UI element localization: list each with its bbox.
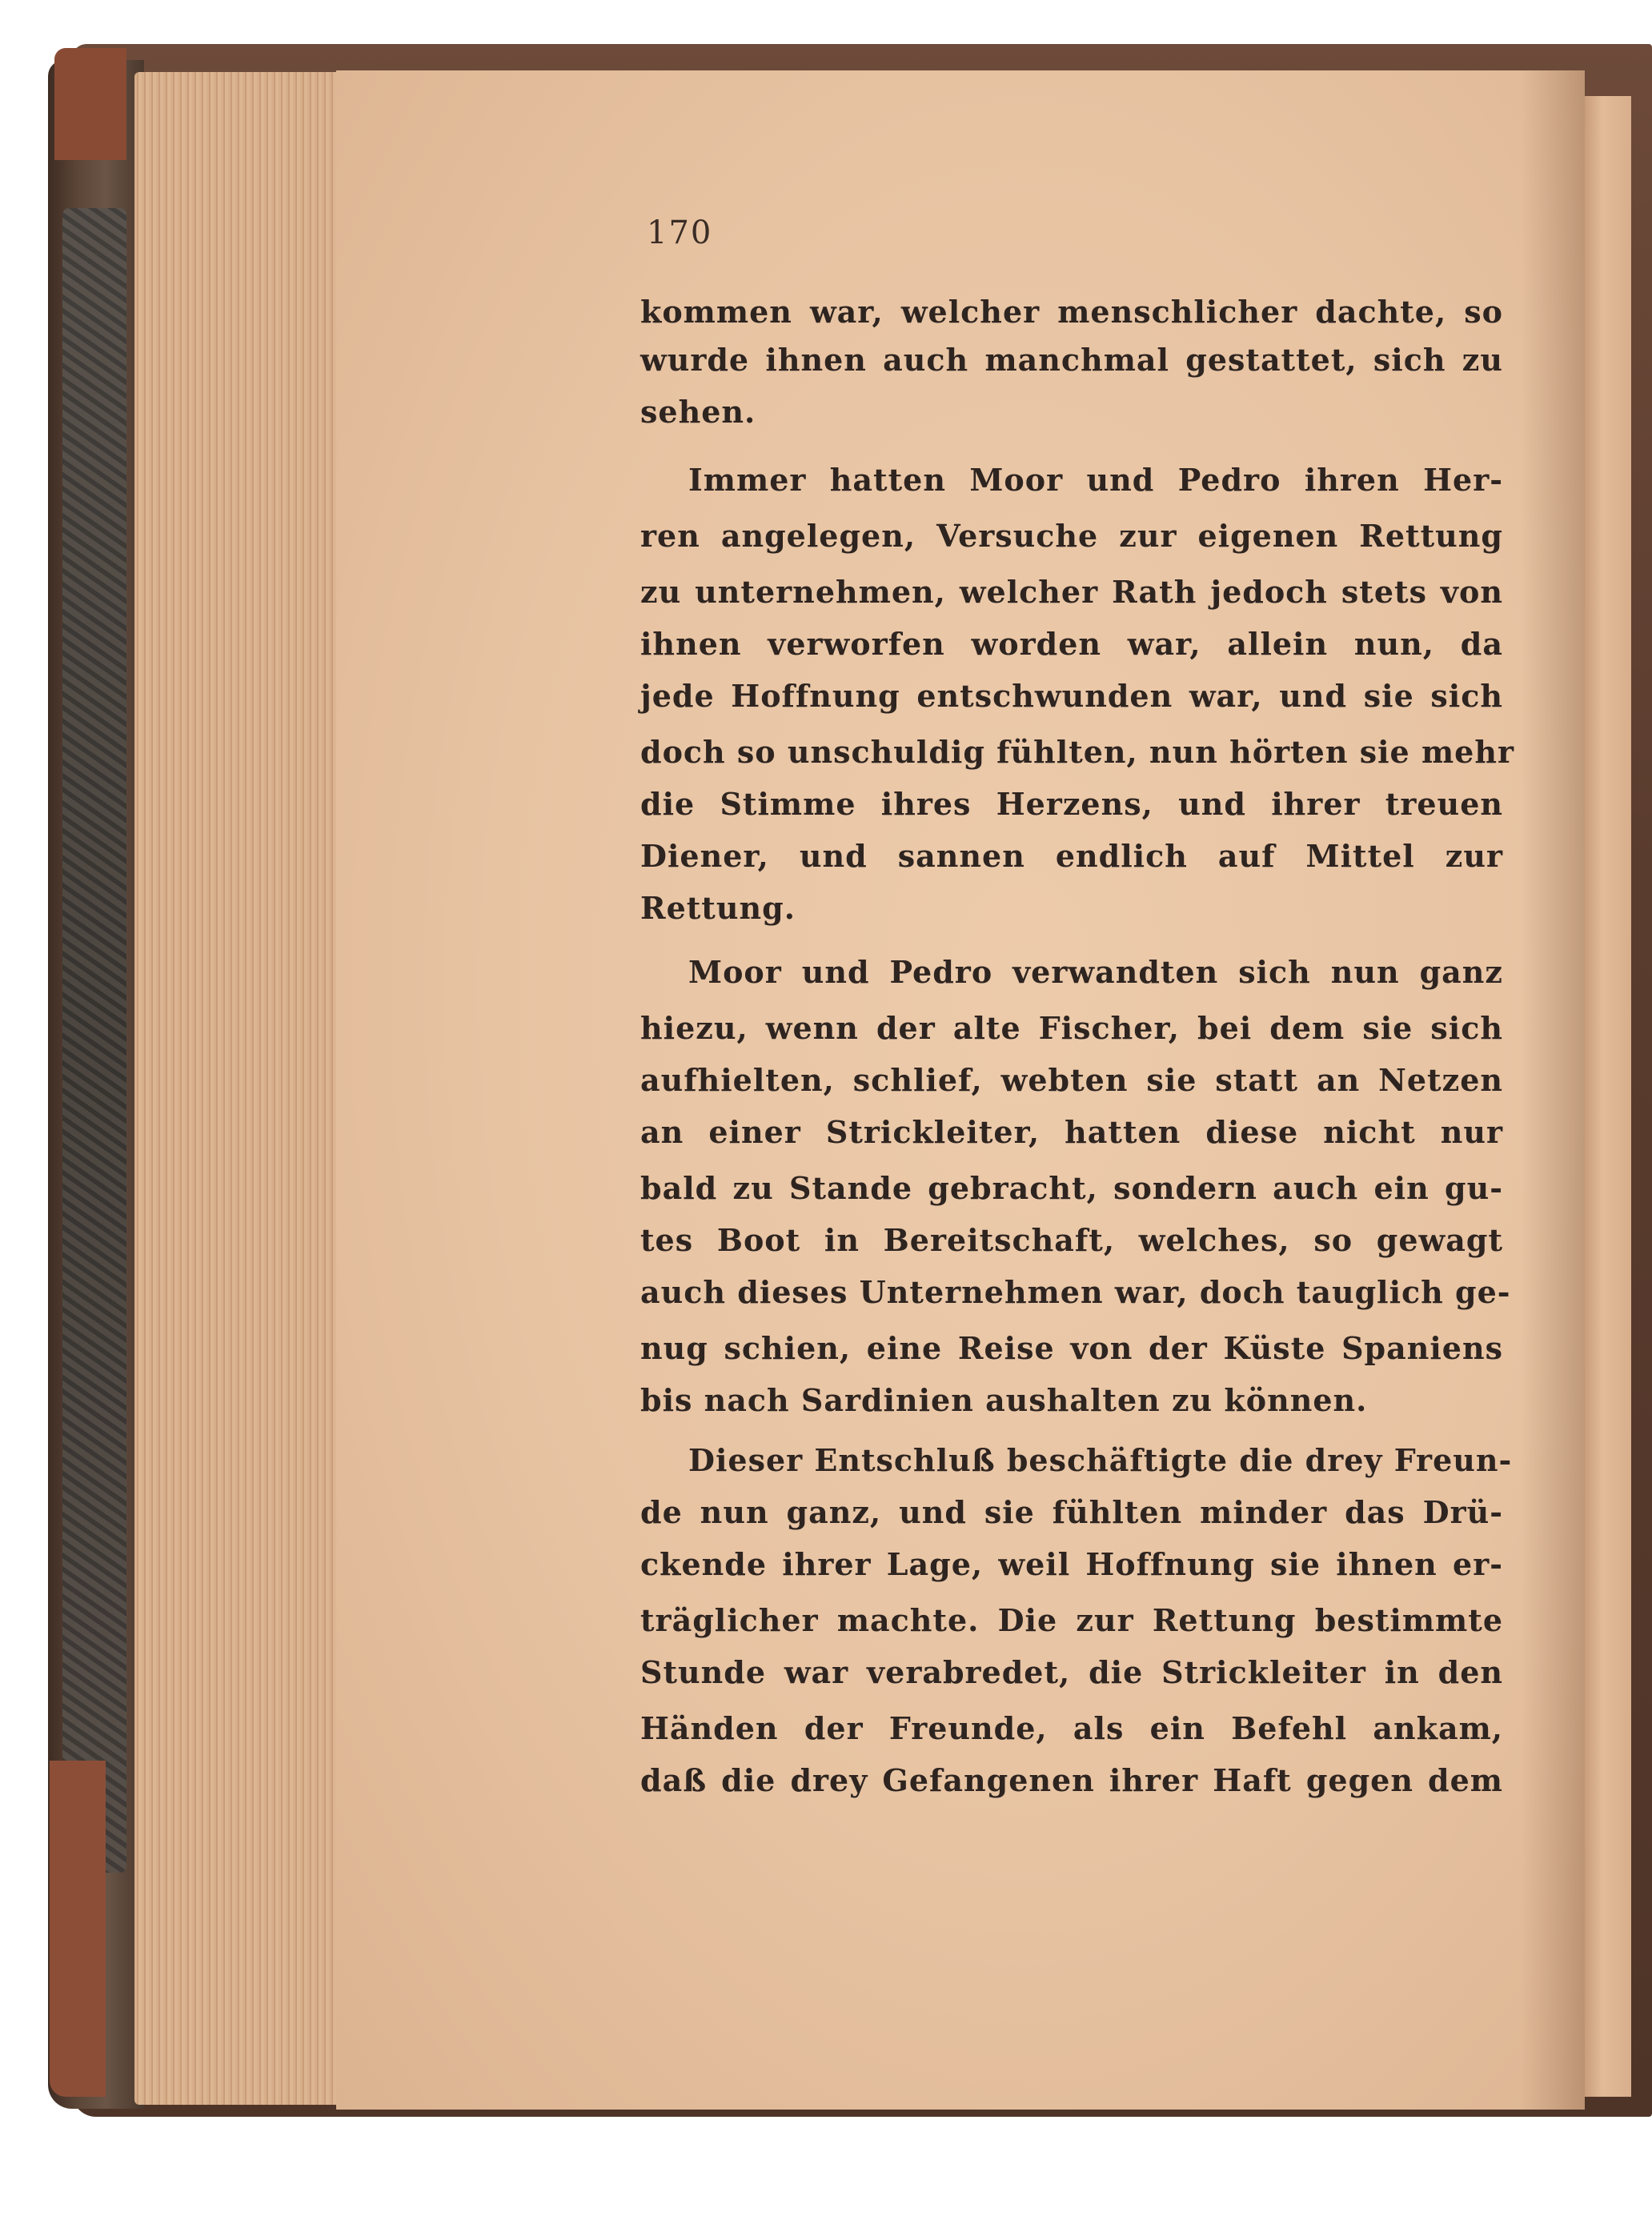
text-line: nug schien, eine Reise von der Küste Spaniens [640, 1330, 1503, 1366]
text-line: Dieser Entschluß beschäftigte die drey Freun- [688, 1442, 1513, 1478]
text-line: sehen. [640, 394, 756, 430]
text-line: tes Boot in Bereitschaft, welches, so gewagt [640, 1222, 1503, 1258]
text-line: die Stimme ihres Herzens, und ihrer treuen [640, 786, 1503, 822]
text-line: ren angelegen, Versuche zur eigenen Rettung [640, 518, 1503, 554]
leather-corner-bottom [50, 1761, 106, 2097]
text-line: bis nach Sardinien aushalten zu können. [640, 1382, 1368, 1418]
gutter-shadow [1521, 70, 1585, 2110]
text-line: Rettung. [640, 890, 796, 926]
leather-corner-top [54, 48, 126, 160]
text-line: auch dieses Unternehmen war, doch tauglich ge- [640, 1274, 1511, 1310]
facing-page-edge [1583, 96, 1631, 2097]
text-line: Händen der Freunde, als ein Befehl ankam, [640, 1710, 1503, 1746]
text-line: ckende ihrer Lage, weil Hoffnung sie ihnen er- [640, 1546, 1503, 1582]
text-line: ihnen verworfen worden war, allein nun, da [640, 626, 1503, 662]
text-line: zu unternehmen, welcher Rath jedoch stets von [640, 574, 1503, 610]
text-line: kommen war, welcher menschlicher dachte, so [640, 294, 1503, 330]
text-line: doch so unschuldig fühlten, nun hörten sie mehr [640, 734, 1514, 770]
text-line: de nun ganz, und sie fühlten minder das Drü- [640, 1494, 1503, 1530]
text-line: jede Hoffnung entschwunden war, und sie sich [640, 678, 1503, 714]
text-line: bald zu Stande gebracht, sondern auch ein gu- [640, 1170, 1503, 1206]
page-number: 170 [647, 214, 713, 251]
text-line: an einer Strickleiter, hatten diese nicht nur [640, 1114, 1503, 1150]
text-line: Moor und Pedro verwandten sich nun ganz [688, 954, 1503, 990]
text-line: wurde ihnen auch manchmal gestattet, sich zu [640, 342, 1503, 378]
text-line: Stunde war verabredet, die Strickleiter in den [640, 1654, 1503, 1690]
text-line: Diener, und sannen endlich auf Mittel zur [640, 838, 1503, 874]
text-line: Immer hatten Moor und Pedro ihren Her- [688, 462, 1503, 498]
text-line: träglicher machte. Die zur Rettung bestimmte [640, 1602, 1503, 1638]
text-line: daß die drey Gefangenen ihrer Haft gegen dem [640, 1762, 1503, 1798]
text-line: aufhielten, schlief, webten sie statt an Netzen [640, 1062, 1503, 1098]
text-line: hiezu, wenn der alte Fischer, bei dem sie sich [640, 1010, 1503, 1046]
marbled-binding [62, 208, 126, 1873]
